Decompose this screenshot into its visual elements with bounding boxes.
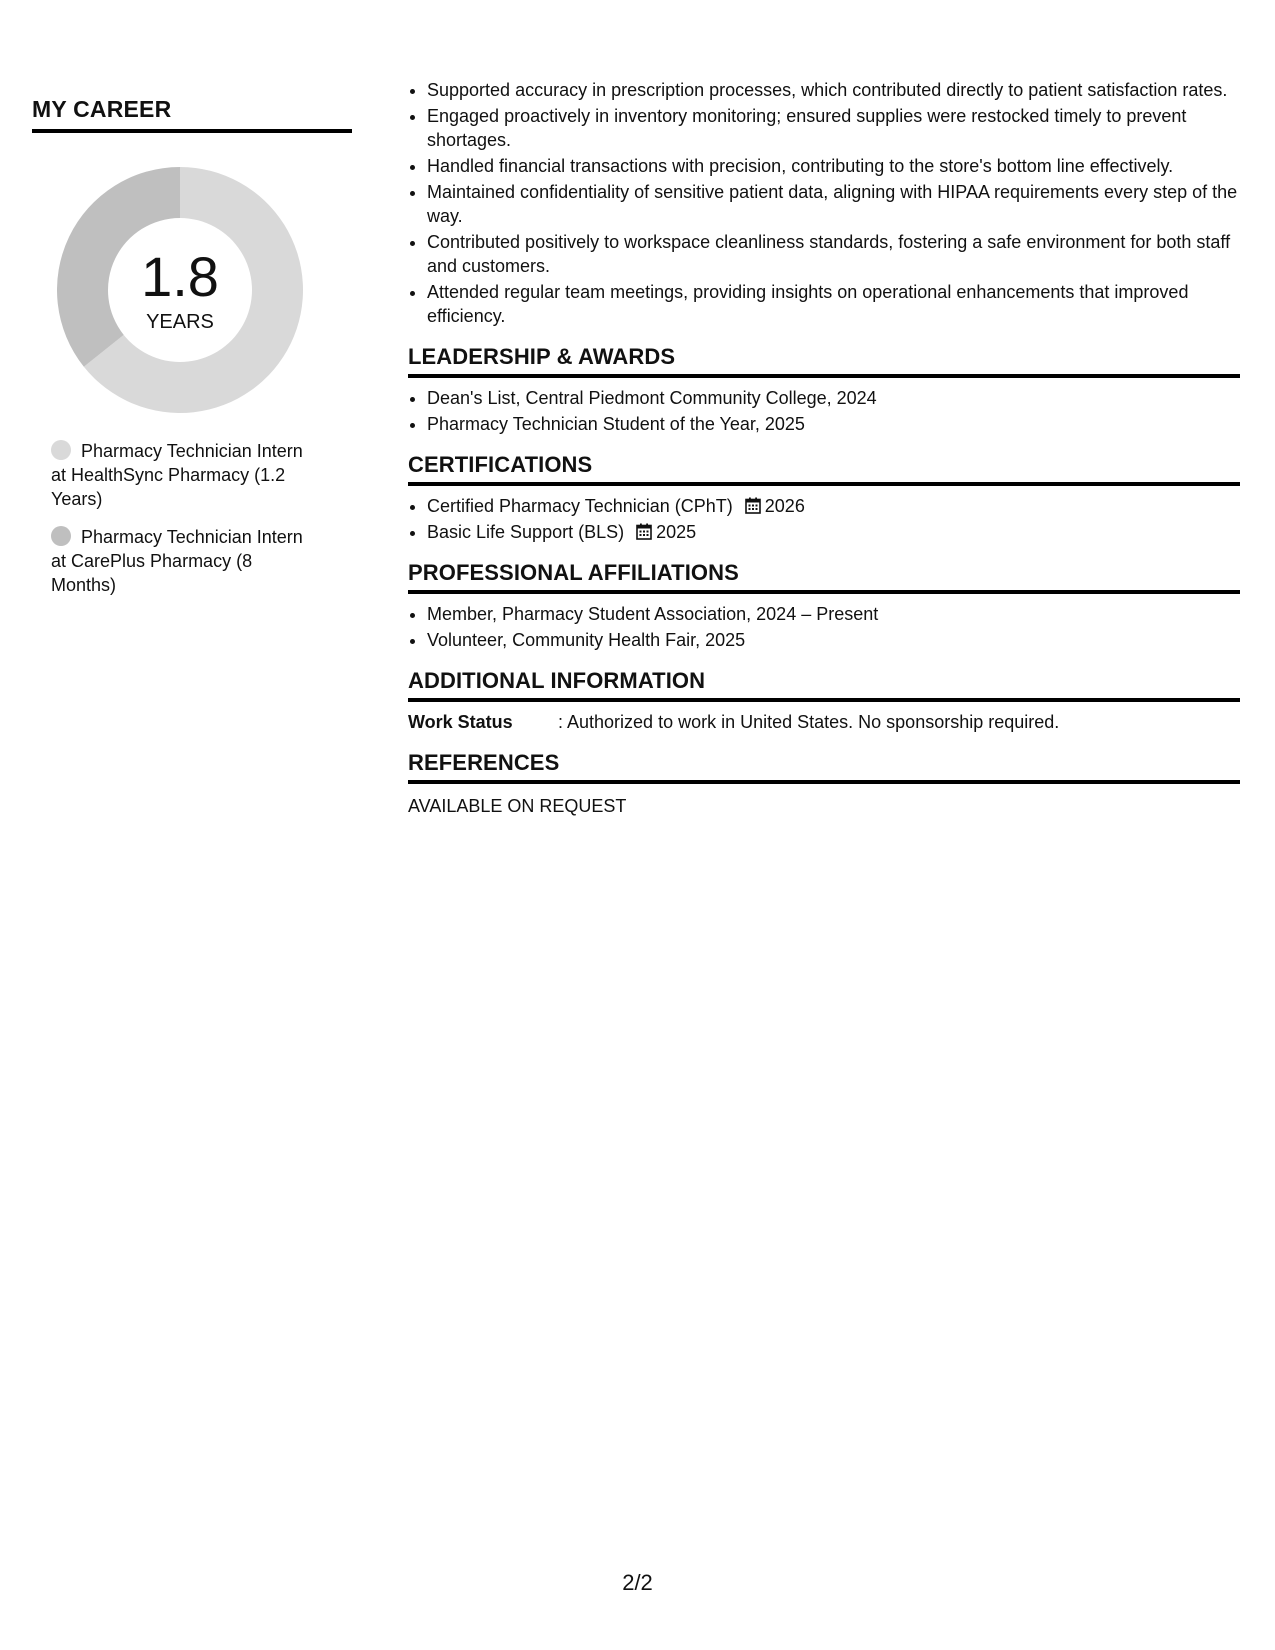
work-status-label: Work Status — [408, 712, 513, 732]
certification-name: Certified Pharmacy Technician (CPhT) — [427, 496, 733, 516]
work-status-value: : Authorized to work in United States. No sponsorship required. — [558, 712, 1060, 732]
page-number: 2/2 — [622, 1570, 653, 1595]
legend-dot-careplus — [51, 526, 71, 546]
calendar-icon — [745, 497, 761, 514]
list-item: • Maintained confidentiality of sensitive patient data, aligning with HIPAA requirements every step of the way. — [427, 180, 1240, 228]
legend-item — [51, 525, 321, 597]
career-heading: MY CAREER — [32, 96, 352, 133]
list-item — [427, 520, 1240, 544]
section-title: CERTIFICATIONS — [408, 452, 1240, 486]
list-item: • Supported accuracy in prescription processes, which contributed directly to patient satisfaction rates. — [427, 78, 1240, 102]
leadership-section — [408, 344, 1240, 436]
calendar-icon — [636, 523, 652, 540]
list-item: • Dean's List, Central Piedmont Community College, 2024 — [427, 386, 1240, 410]
references-text: AVAILABLE ON REQUEST — [408, 796, 627, 816]
experience-bullet-list — [408, 78, 1240, 328]
section-title: ADDITIONAL INFORMATION — [408, 668, 1240, 702]
certification-year: 2025 — [656, 522, 697, 542]
references-section — [408, 750, 1240, 818]
list-item: • Member, Pharmacy Student Association, 2024 – Present — [427, 602, 1240, 626]
legend-item — [51, 439, 321, 511]
certifications-section — [408, 452, 1240, 544]
list-item: • Contributed positively to workspace cleanliness standards, fostering a safe environment for both staff and customers. — [427, 230, 1240, 278]
list-item: • Engaged proactively in inventory monitoring; ensured supplies were restocked timely to prevent shortages. — [427, 104, 1240, 152]
legend-dot-healthsync — [51, 440, 71, 460]
career-donut-chart — [57, 167, 303, 413]
section-title: PROFESSIONAL AFFILIATIONS — [408, 560, 1240, 594]
certification-name: Basic Life Support (BLS) — [427, 522, 625, 542]
donut-center — [57, 167, 303, 413]
main-content — [408, 78, 1240, 818]
section-title: REFERENCES — [408, 750, 1240, 784]
section-title: LEADERSHIP & AWARDS — [408, 344, 1240, 378]
affiliations-list — [408, 602, 1240, 652]
additional-info-section — [408, 668, 1240, 734]
career-sidebar — [32, 96, 352, 611]
total-years-value: 1.8 — [141, 245, 219, 308]
certifications-list — [408, 494, 1240, 544]
legend-label: Pharmacy Technician Intern at CarePlus Pharmacy (8 Months) — [51, 527, 303, 595]
list-item: • Volunteer, Community Health Fair, 2025 — [427, 628, 1240, 652]
career-legend — [51, 439, 321, 597]
certification-year: 2026 — [764, 496, 805, 516]
leadership-list — [408, 386, 1240, 436]
list-item — [427, 494, 1240, 518]
total-years-unit: YEARS — [146, 311, 214, 333]
list-item: • Handled financial transactions with precision, contributing to the store's bottom line effectively. — [427, 154, 1240, 178]
affiliations-section — [408, 560, 1240, 652]
work-status-row — [408, 710, 1240, 734]
list-item: • Attended regular team meetings, providing insights on operational enhancements that improved efficiency. — [427, 280, 1240, 328]
list-item: • Pharmacy Technician Student of the Year, 2025 — [427, 412, 1240, 436]
legend-label: Pharmacy Technician Intern at HealthSync Pharmacy (1.2 Years) — [51, 441, 303, 509]
